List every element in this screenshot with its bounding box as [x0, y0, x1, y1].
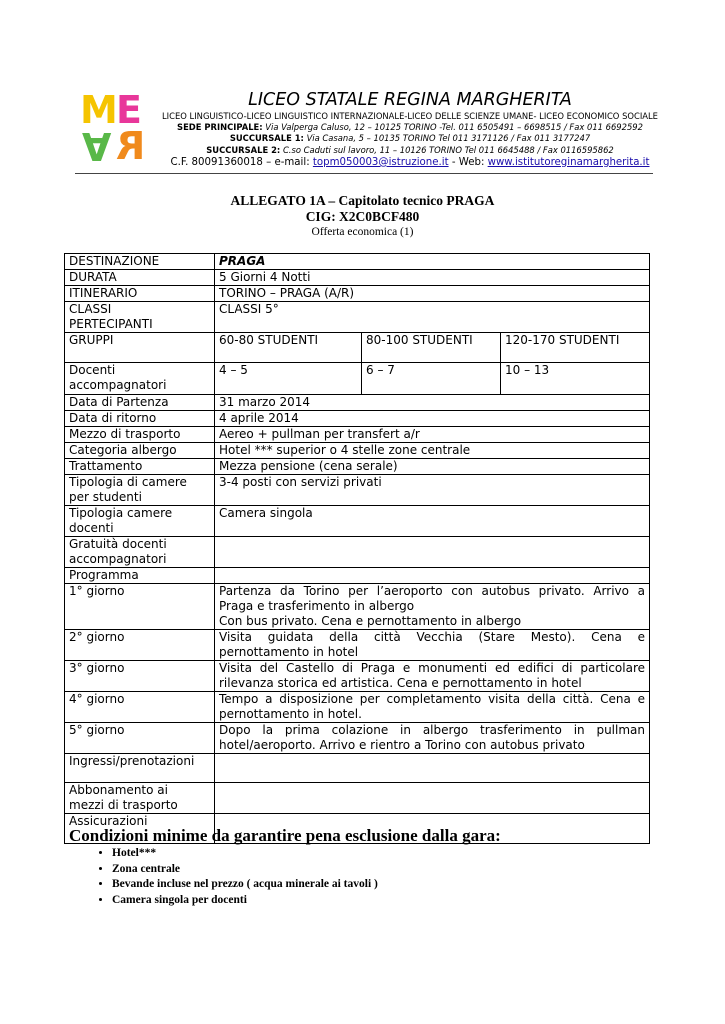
- destination-text: PRAGA: [219, 254, 266, 268]
- row-value: 5 Giorni 4 Notti: [215, 270, 650, 286]
- group-cell: 120-170 STUDENTI: [501, 333, 650, 363]
- table-row: [65, 692, 650, 723]
- row-value-empty: [215, 754, 650, 783]
- group-cell: 80-100 STUDENTI: [362, 333, 501, 363]
- contact-line: C.F. 80091360018 – e-mail: topm050003@istruzione.it - Web: www.istitutoreginamargherita.it: [170, 156, 650, 168]
- row-label: Categoria albergo: [65, 443, 215, 459]
- school-name: LICEO STATALE REGINA MARGHERITA: [248, 90, 572, 110]
- table-row: [65, 783, 650, 814]
- table-row: [65, 411, 650, 427]
- row-label: Trattamento: [65, 459, 215, 475]
- day-label: 4° giorno: [65, 692, 215, 723]
- list-item: • Zona centrale: [112, 862, 378, 878]
- table-row: [65, 395, 650, 411]
- docenti-cell: 6 – 7: [362, 363, 501, 395]
- table-row: [65, 459, 650, 475]
- succ2-label: SUCCURSALE 2:: [206, 144, 281, 155]
- day-label: 3° giorno: [65, 661, 215, 692]
- docenti-cell: 4 – 5: [215, 363, 362, 395]
- table-row: [65, 254, 650, 270]
- day-label: 2° giorno: [65, 630, 215, 661]
- header-divider: [75, 173, 653, 174]
- row-label: Programma: [65, 568, 215, 584]
- succursale-2: [150, 145, 670, 156]
- table-row: [65, 302, 650, 333]
- web-link[interactable]: www.istitutoreginamargherita.it: [487, 156, 650, 168]
- row-label: Abbonamento ai mezzi di trasporto: [65, 783, 215, 814]
- table-row: [65, 363, 650, 395]
- specification-table: [64, 253, 650, 844]
- table-row: [65, 270, 650, 286]
- list-item: • Hotel***: [112, 846, 378, 862]
- destination-value: [215, 254, 650, 270]
- row-value-empty: [215, 537, 650, 568]
- email-label: e-mail:: [274, 156, 310, 168]
- row-value: TORINO – PRAGA (A/R): [215, 286, 650, 302]
- email-link[interactable]: topm050003@istruzione.it: [312, 156, 449, 168]
- row-label: DURATA: [65, 270, 215, 286]
- row-label: GRUPPI: [65, 333, 215, 363]
- document-cig: CIG: X2C0BCF480: [305, 209, 420, 224]
- row-label: ITINERARIO: [65, 286, 215, 302]
- succursale-1: [150, 133, 670, 144]
- row-label: Data di Partenza: [65, 395, 215, 411]
- school-logo: [80, 88, 148, 168]
- row-value: CLASSI 5°: [215, 302, 650, 333]
- school-subtitle: LICEO LINGUISTICO-LICEO LINGUISTICO INTERNAZIONALE-LICEO DELLE SCIENZE UMANE- LICEO ECONOMICO SOCIALE: [162, 111, 658, 121]
- row-label: Ingressi/prenotazioni: [65, 754, 215, 783]
- table-row: [65, 333, 650, 363]
- table-row: [65, 754, 650, 783]
- row-value: Aereo + pullman per transfert a/r: [215, 427, 650, 443]
- table-row: [65, 427, 650, 443]
- row-value: Camera singola: [215, 506, 650, 537]
- document-title: ALLEGATO 1A – Capitolato tecnico PRAGA: [230, 193, 495, 208]
- docenti-cell: 10 – 13: [501, 363, 650, 395]
- table-row: [65, 661, 650, 692]
- logo-letter-a: A: [82, 124, 112, 168]
- succ1-address: Via Casana, 5 – 10135 TORINO Tel 011 3171126 / Fax 011 3177247: [306, 133, 591, 144]
- row-label: Tipologia camere docenti: [65, 506, 215, 537]
- row-label: Mezzo di trasporto: [65, 427, 215, 443]
- day-label: 1° giorno: [65, 584, 215, 630]
- row-label: CLASSI PERTECIPANTI: [65, 302, 215, 333]
- table-row: [65, 584, 650, 630]
- conditions-list: [92, 846, 378, 908]
- row-value-empty: [215, 783, 650, 814]
- day-description: Visita guidata della città Vecchia (Stare Mesto). Cena e pernottamento in hotel: [215, 630, 650, 661]
- day-description: Dopo la prima colazione in albergo trasferimento in pullman hotel/aeroporto. Arrivo e rientro a Torino con autobus privato: [215, 723, 650, 754]
- sede-address: Via Valperga Caluso, 12 – 10125 TORINO -Tel. 011 6505491 – 6698515 / Fax 011 6692592: [265, 122, 643, 133]
- table-row: [65, 568, 650, 584]
- list-item: • Camera singola per docenti: [112, 893, 378, 909]
- succ2-address: C.so Caduti sul lavoro, 11 – 10126 TORINO Tel 011 6645488 / Fax 0116595862: [282, 144, 614, 155]
- table-row: [65, 286, 650, 302]
- row-value-empty: [215, 568, 650, 584]
- logo-letter-e: E: [116, 88, 142, 132]
- table-row: [65, 475, 650, 506]
- sede-principale: [150, 122, 670, 133]
- table-row: [65, 723, 650, 754]
- row-label: Gratuità docenti accompagnatori: [65, 537, 215, 568]
- row-value: Mezza pensione (cena serale): [215, 459, 650, 475]
- table-row: [65, 630, 650, 661]
- logo-letter-m: M: [80, 88, 118, 132]
- row-value: 4 aprile 2014: [215, 411, 650, 427]
- day-label: 5° giorno: [65, 723, 215, 754]
- group-cell: 60-80 STUDENTI: [215, 333, 362, 363]
- row-label: DESTINAZIONE: [65, 254, 215, 270]
- row-label: Docenti accompagnatori: [65, 363, 215, 395]
- day-description: Partenza da Torino per l’aeroporto con autobus privato. Arrivo a Praga e trasferimento in albergo Con bus privato. Cena e pernottamento in albergo: [215, 584, 650, 630]
- row-value: Hotel *** superior o 4 stelle zone centrale: [215, 443, 650, 459]
- letterhead: [150, 89, 670, 170]
- logo-letter-r: R: [116, 124, 146, 168]
- row-label: Assicurazioni: [65, 814, 215, 844]
- sede-label: SEDE PRINCIPALE:: [177, 122, 263, 133]
- day-description: Visita del Castello di Praga e monumenti ed edifici di particolare rilevanza storica ed artistica. Cena e pernottamento in hotel: [215, 661, 650, 692]
- row-label: Data di ritorno: [65, 411, 215, 427]
- list-item: • Bevande incluse nel prezzo ( acqua minerale ai tavoli ): [112, 877, 378, 893]
- row-value: 31 marzo 2014: [215, 395, 650, 411]
- table-row: [65, 537, 650, 568]
- table-row: [65, 506, 650, 537]
- row-value: 3-4 posti con servizi privati: [215, 475, 650, 506]
- document-subtitle: Offerta economica (1): [311, 226, 414, 238]
- conditions-title: Condizioni minime da garantire pena esclusione dalla gara:: [69, 826, 501, 845]
- table-row: [65, 443, 650, 459]
- succ1-label: SUCCURSALE 1:: [229, 133, 304, 144]
- web-label: - Web:: [451, 156, 485, 168]
- row-label: Tipologia di camere per studenti: [65, 475, 215, 506]
- day-description: Tempo a disposizione per completamento visita della città. Cena e pernottamento in hotel.: [215, 692, 650, 723]
- codice-fiscale: C.F. 80091360018: [170, 156, 263, 168]
